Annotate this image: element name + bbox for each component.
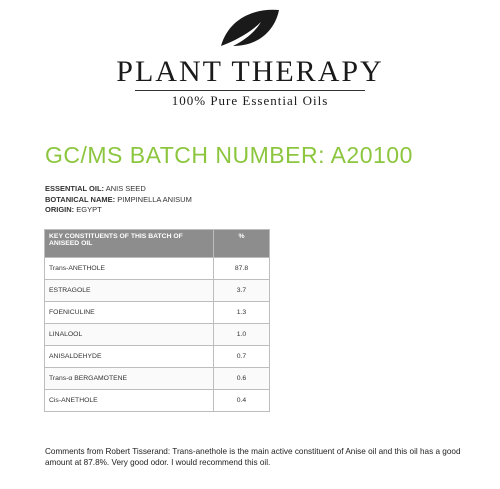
table-row bbox=[45, 302, 270, 324]
batch-number-title: GC/MS BATCH NUMBER: A20100 bbox=[45, 142, 413, 168]
info-row-origin bbox=[45, 205, 192, 216]
constituent-name: LINALOOL bbox=[45, 324, 214, 346]
brand-name: PLANT THERAPY bbox=[116, 55, 384, 88]
brand-divider bbox=[135, 90, 365, 91]
constituent-name: FOENICULINE bbox=[45, 302, 214, 324]
info-label: ESSENTIAL OIL: bbox=[45, 184, 105, 193]
table-row bbox=[45, 346, 270, 368]
table-row bbox=[45, 368, 270, 390]
constituent-name: Trans-ANETHOLE bbox=[45, 258, 214, 280]
constituent-percent: 1.3 bbox=[214, 302, 270, 324]
constituent-percent: 1.0 bbox=[214, 324, 270, 346]
tisserand-comment: Comments from Robert Tisserand: Trans-anethole is the main active constituent of Anise oil and this oil has a good amount at 87.8%. Very good odor. I would recommend this oil. bbox=[45, 447, 461, 467]
info-row-oil bbox=[45, 184, 192, 195]
constituent-name: ANISALDEHYDE bbox=[45, 346, 214, 368]
header-constituent: KEY CONSTITUENTS OF THIS BATCH OF ANISEED OIL bbox=[45, 230, 214, 258]
oil-info bbox=[45, 184, 192, 216]
info-value: ANIS SEED bbox=[105, 184, 146, 193]
constituent-percent: 87.8 bbox=[214, 258, 270, 280]
constituents-table bbox=[44, 229, 270, 412]
constituent-name: Cis-ANETHOLE bbox=[45, 390, 214, 412]
brand-logo bbox=[0, 6, 500, 109]
constituent-percent: 3.7 bbox=[214, 280, 270, 302]
constituent-name: Trans-α BERGAMOTENE bbox=[45, 368, 214, 390]
header-percent: % bbox=[214, 230, 270, 258]
info-value: PIMPINELLA ANISUM bbox=[117, 194, 192, 204]
table-row bbox=[45, 324, 270, 346]
constituent-percent: 0.4 bbox=[214, 390, 270, 412]
leaf-logo-icon bbox=[215, 6, 285, 52]
table-row bbox=[45, 258, 270, 280]
table-row bbox=[45, 280, 270, 302]
info-label: ORIGIN: bbox=[45, 205, 75, 214]
table-row bbox=[45, 390, 270, 412]
info-label: BOTANICAL NAME: bbox=[45, 194, 116, 204]
brand-tagline: 100% Pure Essential Oils bbox=[171, 93, 329, 108]
constituent-percent: 0.7 bbox=[214, 346, 270, 368]
constituent-percent: 0.6 bbox=[214, 368, 270, 390]
constituent-name: ESTRAGOLE bbox=[45, 280, 214, 302]
info-row-botanical bbox=[45, 195, 192, 206]
info-value: EGYPT bbox=[76, 205, 102, 214]
table-header-row bbox=[45, 230, 270, 258]
